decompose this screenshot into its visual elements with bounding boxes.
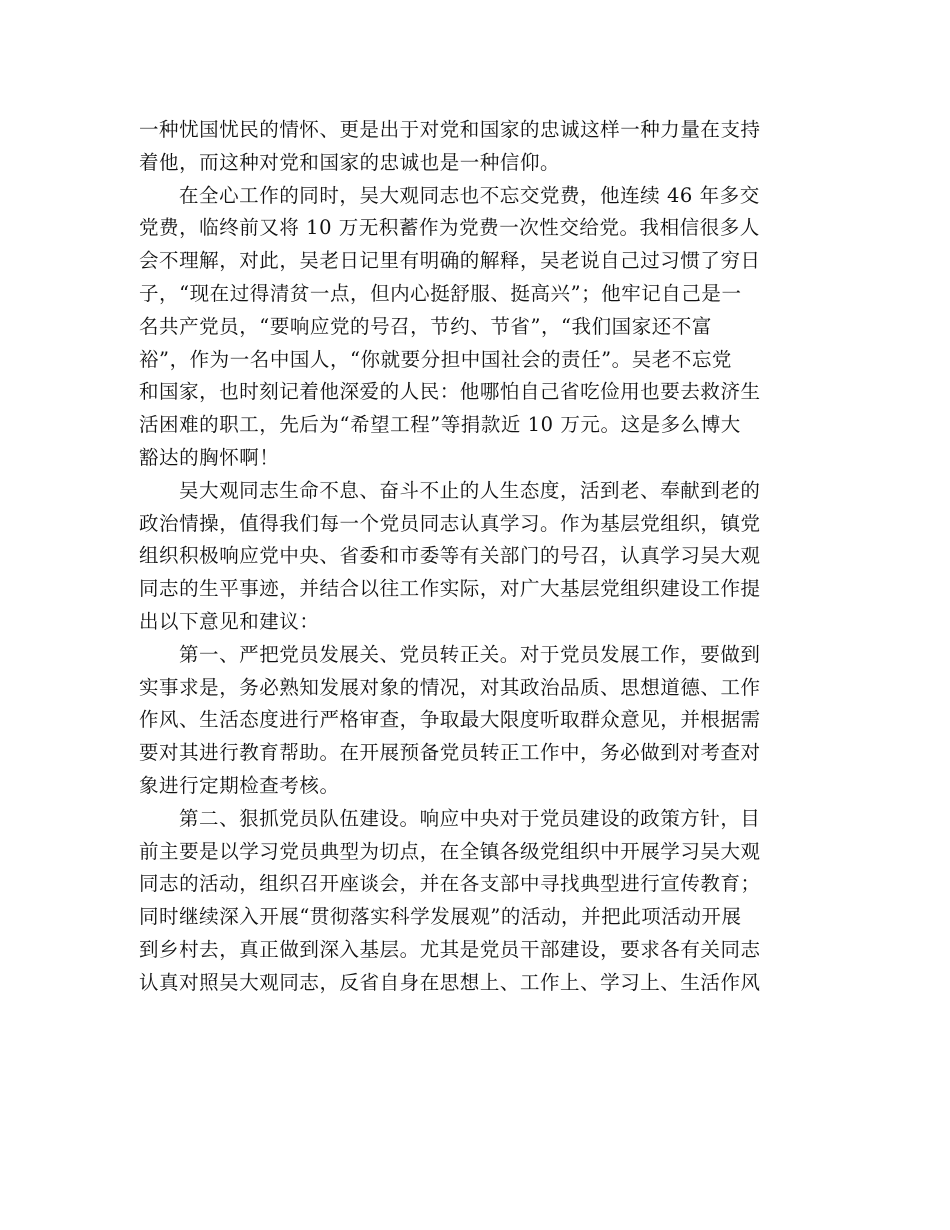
text-line: 作风、生活态度进行严格审查，争取最大限度听取群众意见，并根据需 — [139, 708, 761, 732]
text-line: 认真对照吴大观同志，反省自身在思想上、工作上、学习上、生活作风 — [139, 970, 761, 994]
text-line: 实事求是，务必熟知发展对象的情况，对其政治品质、思想道德、工作 — [139, 675, 761, 699]
paragraph-first-line: 在全心工作的同时，吴大观同志也不忘交党费，他连续 46 年多交 — [179, 183, 760, 207]
text-line: 同志的生平事迹，并结合以往工作实际，对广大基层党组织建设工作提 — [139, 577, 761, 601]
paragraph-first-line: 吴大观同志生命不息、奋斗不止的人生态度，活到老、奉献到老的 — [179, 478, 761, 502]
text-line: 裕”，作为一名中国人，“你就要分担中国社会的责任”。吴老不忘党 — [139, 347, 732, 371]
text-line: 活困难的职工，先后为“希望工程”等捐款近 10 万元。这是多么博大 — [139, 413, 741, 437]
text-line: 名共产党员，“要响应党的号召，节约、节省”，“我们国家还不富 — [139, 314, 712, 338]
text-line: 同时继续深入开展“贯彻落实科学发展观”的活动，并把此项活动开展 — [139, 905, 742, 929]
text-line: 会不理解，对此，吴老日记里有明确的解释，吴老说自己过习惯了穷日 — [139, 249, 761, 273]
paragraph-first-line: 第二、狠抓党员队伍建设。响应中央对于党员建设的政策方针，目 — [179, 806, 761, 830]
text-line: 到乡村去，真正做到深入基层。尤其是党员干部建设，要求各有关同志 — [139, 937, 761, 961]
text-line: 子，“现在过得清贫一点，但内心挺舒服、挺高兴”；他牢记自己是一 — [139, 281, 742, 305]
text-line: 同志的活动，组织召开座谈会，并在各支部中寻找典型进行宣传教育； — [139, 872, 761, 896]
document-body — [139, 114, 811, 1000]
text-line: 着他，而这种对党和国家的忠诚也是一种信仰。 — [139, 150, 561, 174]
text-line: 象进行定期检查考核。 — [139, 773, 340, 797]
text-line: 豁达的胸怀啊！ — [139, 445, 280, 469]
text-line: 出以下意见和建议： — [139, 609, 320, 633]
text-line: 组织积极响应党中央、省委和市委等有关部门的号召，认真学习吴大观 — [139, 544, 761, 568]
text-line: 要对其进行教育帮助。在开展预备党员转正工作中，务必做到对考查对 — [139, 741, 761, 765]
text-line: 和国家，也时刻记着他深爱的人民：他哪怕自己省吃俭用也要去救济生 — [139, 380, 761, 404]
text-line: 一种忧国忧民的情怀、更是出于对党和国家的忠诚这样一种力量在支持 — [139, 118, 761, 141]
paragraph-first-line: 第一、严把党员发展关、党员转正关。对于党员发展工作，要做到 — [179, 642, 761, 666]
text-line: 政治情操，值得我们每一个党员同志认真学习。作为基层党组织，镇党 — [139, 511, 761, 535]
text-line: 党费，临终前又将 10 万无积蓄作为党费一次性交给党。我相信很多人 — [139, 216, 760, 240]
text-line: 前主要是以学习党员典型为切点，在全镇各级党组织中开展学习吴大观 — [139, 839, 761, 863]
